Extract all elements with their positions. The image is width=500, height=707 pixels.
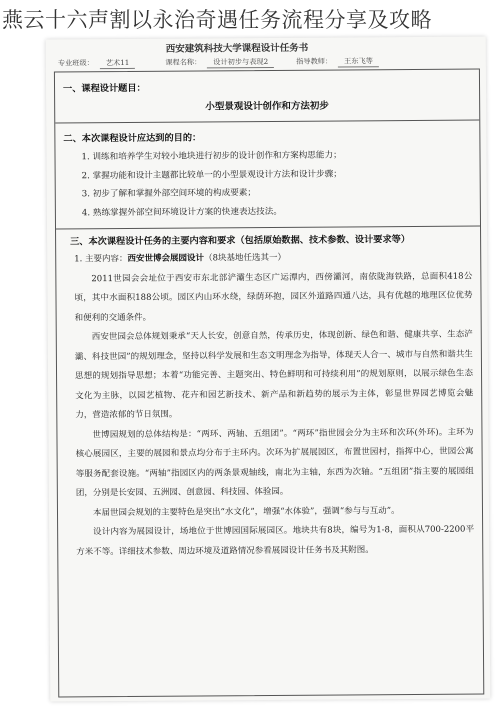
- teacher-label: 指导教师：: [296, 56, 333, 66]
- paragraph: 世博园规划的总体结构是：“两环、两轴、五组团”。“两环”指世园会分为主环和次环(外环)。主环为核心展园区，主要的展园和景点均分布于主环内。次环为扩展展园区，布置世园村，指挥中心，世园公寓等服务配套设施。“两轴”指园区内的两条景观轴线，南北为主轴，东西为次轴。“五组团”指主要的展园组团，分别是长安园、五洲园、创意园、科技园、体验园。: [75, 427, 474, 499]
- goals-list: [81, 146, 482, 223]
- university-title: 西安建筑科技大学课程设计任务书: [165, 42, 309, 55]
- form-box: [54, 69, 484, 698]
- section-3-content: [74, 248, 474, 563]
- goal-item: 3. 初步了解和掌握外部空间环境的构成要素；: [81, 188, 257, 200]
- class-value: 艺术11: [100, 58, 136, 69]
- goal-item: 1. 训练和培养学生对较小地块进行初步的设计创作和方案构思能力；: [81, 150, 342, 163]
- topic-suffix: （8块基地任选其一）: [204, 252, 287, 264]
- divider: [55, 120, 479, 124]
- course-label: 课程名称：: [165, 57, 202, 67]
- project-title: 小型景观设计创作和方法初步: [205, 100, 329, 113]
- paragraph: 本届世园会规划的主要特色是突出“水文化”，增强“水体验”，强调“参与与互动”。: [92, 505, 400, 518]
- paragraph: 设计内容为展园设计，场地位于世博园国际展园区。地块共有8块，编号为1-8，面积从700-2200平方米不等。详细技术参数、周边环境及道路情况参看展园设计任务书及其附图。: [76, 524, 475, 557]
- goal-item: 4. 熟练掌握外部空间环境设计方案的快速表达技法。: [81, 206, 282, 219]
- paragraph: 西安世园会总体规划秉承“天人长安，创意自然，传承历史，体现创新、绿色和谐、健康共享、生态浐灞、科技世园”的规划理念，坚持以科学发展和生态文明理念为指导，体现天人合一、城市与自然和谐共生思想的规划指导思想；本着“功能完善、主题突出、特色鲜明和可持续利用”的规划原则，以展示绿色生态文化为主脉，以园艺植物、花卉和园艺新技术、新产品和新趋势的展示为主体，彰显世界园艺博览会魅力，营造浓郁的节日氛围。: [74, 329, 474, 421]
- course-value: 设计初步与表现2: [207, 57, 274, 68]
- divider: [56, 226, 480, 230]
- paragraph: 2011世园会会址位于西安市东北部浐灞生态区广运潭内，西傍灞河，南依陇海铁路，总面积418公顷，其中水面积188公顷。园区内山环水绕，绿荫环抱，园区外道路四通八达，具有优越的地理区位优势和便利的交通条件。: [74, 271, 473, 323]
- topic-title: 西安世博会展园设计: [127, 253, 205, 264]
- teacher-value: 王东飞等: [338, 56, 379, 67]
- class-label: 专业班级：: [57, 58, 94, 68]
- section-1-heading: 一、课程设计题目：: [63, 82, 146, 95]
- page-title: 燕云十六声割以永治奇遇任务流程分享及攻略: [2, 8, 432, 32]
- section-2-heading: 二、本次课程设计应达到的目的：: [63, 132, 202, 145]
- info-row: [58, 56, 478, 70]
- topic-prefix: 1. 主要内容：: [74, 253, 128, 265]
- goal-item: 2. 掌握功能和设计主题都比较单一的小型景观设计方法和设计步骤；: [81, 169, 342, 181]
- document-sheet: [46, 36, 491, 701]
- section-3-heading: 三、本次课程设计任务的主要内容和要求（包括原始数据、技术参数、设计要求等）: [70, 234, 411, 248]
